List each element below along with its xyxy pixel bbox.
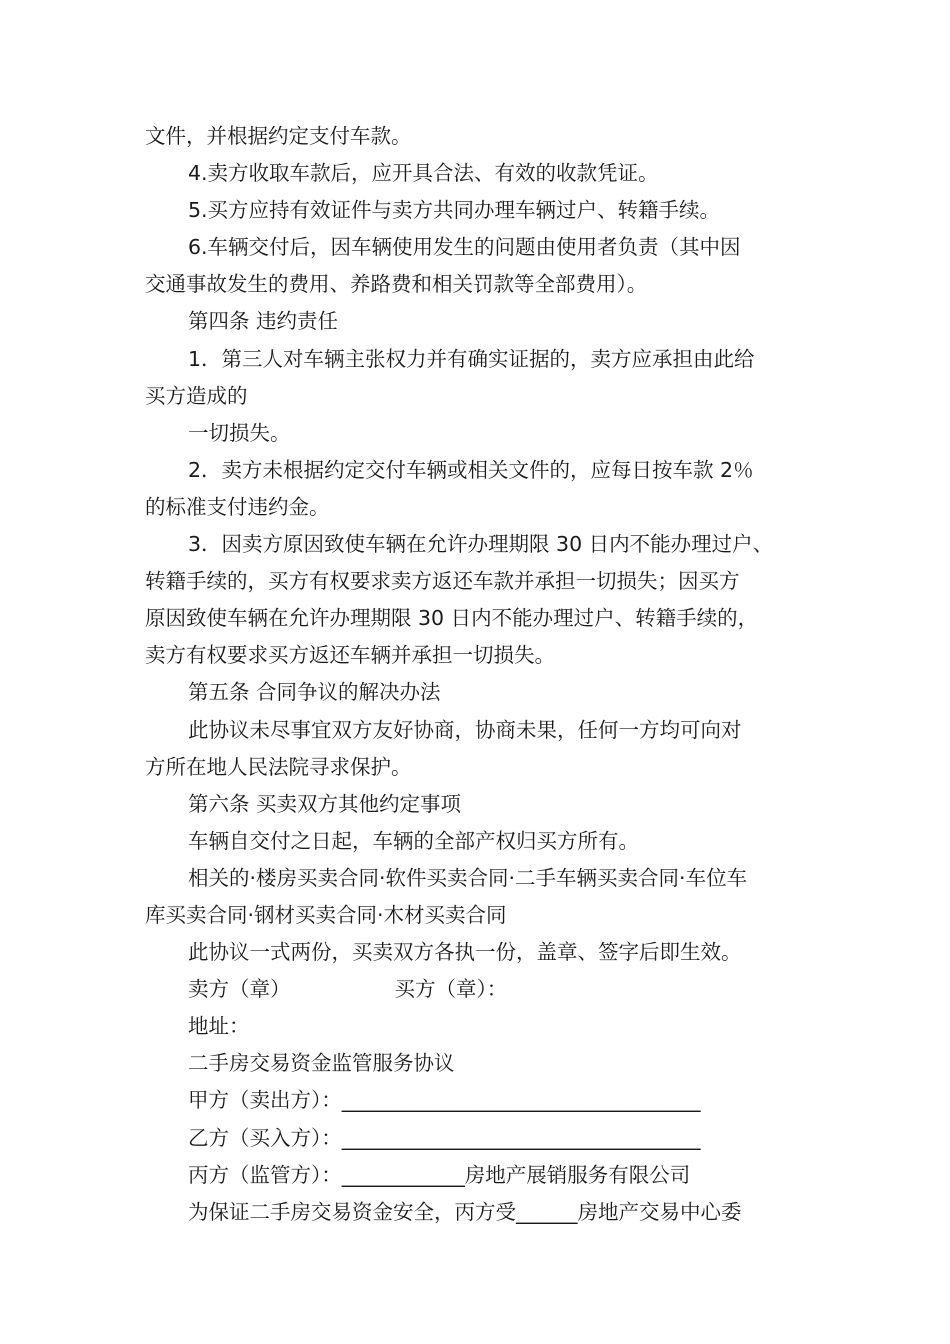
text-line: 5.买方应持有效证件与卖方共同办理车辆过户、转籍手续。 (188, 198, 721, 223)
text-line: 2．卖方未根据约定交付车辆或相关文件的，应每日按车款 2％ (188, 457, 754, 482)
party-a-line: 甲方（卖出方）：___________________________________ (188, 1088, 701, 1113)
text-line: 文件，并根据约定支付车款。 (145, 124, 412, 148)
section-heading: 第六条 买卖双方其他约定事项 (188, 791, 462, 816)
section-heading: 第四条 违约责任 (188, 309, 339, 334)
text-line: 的标准支付违约金。 (145, 494, 330, 519)
signature-line (145, 971, 815, 1008)
address-label: 地址： (188, 1014, 250, 1039)
text-line: 1．第三人对车辆主张权力并有确实证据的，卖方应承担由此给 (188, 346, 755, 371)
text-line: 为保证二手房交易资金安全，丙方受______房地产交易中心委 (188, 1199, 742, 1224)
agreement-title: 二手房交易资金监管服务协议 (188, 1051, 455, 1076)
related-links-line: 相关的·楼房买卖合同·软件买卖合同·二手车辆买卖合同·车位车 (188, 865, 748, 890)
party-b-line: 乙方（买入方）：___________________________________ (188, 1125, 701, 1150)
document-body (145, 118, 815, 1231)
text-line: 买方造成的 (145, 383, 248, 408)
text-line: 一切损失。 (188, 420, 291, 445)
text-line: 此协议未尽事宜双方友好协商，协商未果，任何一方均可向对 (188, 717, 742, 742)
text-line: 3．因卖方原因致使车辆在允许办理期限 30 日内不能办理过户、 (188, 532, 774, 557)
buyer-seal-label: 买方（章）： (394, 977, 508, 1002)
seller-seal-label: 卖方（章） (188, 977, 291, 1002)
related-links-line: 库买卖合同·钢材买卖合同·木材买卖合同 (145, 902, 507, 927)
section-heading: 第五条 合同争议的解决办法 (188, 680, 441, 705)
text-line: 方所在地人民法院寻求保护。 (145, 754, 412, 779)
text-line: 转籍手续的，买方有权要求卖方返还车款并承担一切损失；因买方 (145, 569, 740, 594)
text-line: 此协议一式两份，买卖双方各执一份，盖章、签字后即生效。 (188, 940, 742, 965)
text-line: 交通事故发生的费用、养路费和相关罚款等全部费用）。 (145, 272, 648, 297)
text-line: 车辆自交付之日起，车辆的全部产权归买方所有。 (188, 828, 639, 853)
text-line: 4.卖方收取车款后，应开具合法、有效的收款凭证。 (188, 161, 659, 186)
text-line: 6.车辆交付后，因车辆使用发生的问题由使用者负责（其中因 (188, 235, 741, 260)
party-c-line: 丙方（监管方）：____________房地产展销服务有限公司 (188, 1162, 691, 1187)
text-line: 卖方有权要求买方返还车辆并承担一切损失。 (145, 643, 555, 668)
text-line: 原因致使车辆在允许办理期限 30 日内不能办理过户、转籍手续的， (145, 606, 759, 631)
